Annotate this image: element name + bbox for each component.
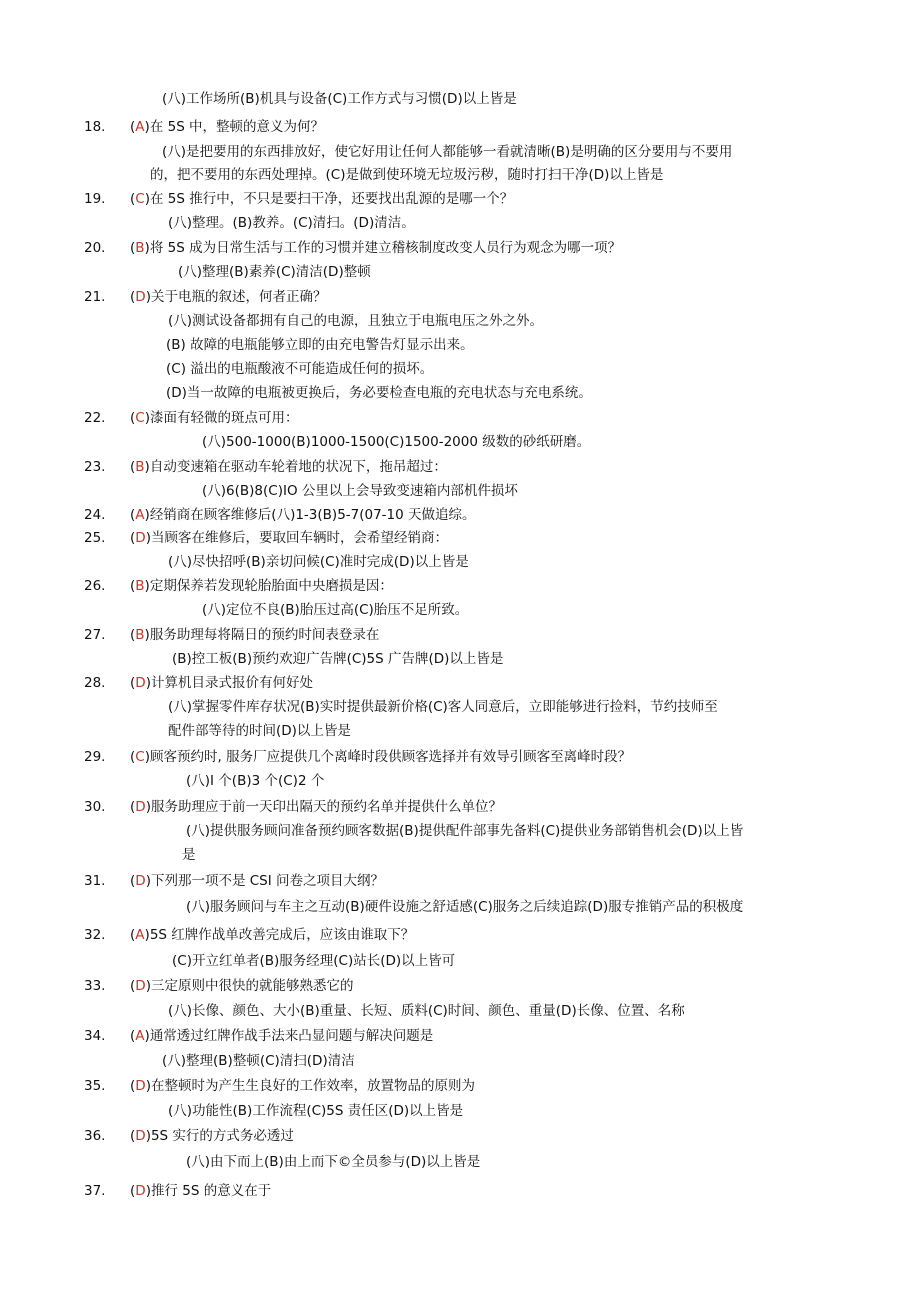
question-number: 28.	[84, 675, 106, 691]
question-line	[0, 237, 920, 259]
question-body: 顾客预约时, 服务厂应提供几个离峰时段供顾客选择并有效导引顾客至离峰时段？	[150, 749, 632, 765]
question-line	[0, 624, 920, 646]
options-line	[0, 1000, 920, 1022]
options-line	[0, 1050, 920, 1072]
option-text: (八)500-1000(B)1000-1500(C)1500-2000 级数的砂纸研磨。	[202, 434, 591, 450]
question-body: 漆面有轻微的斑点可用：	[150, 410, 299, 426]
answer-letter: A	[135, 119, 145, 135]
option-text: (八)掌握零件库存状况(B)实时提供最新价格(C)客人同意后，立即能够进行捡料，节约技师至	[168, 699, 718, 715]
option-text: (八)功能性(B)工作流程(C)5S 责任区(D)以上皆是	[168, 1103, 464, 1119]
question-text: (D)服务助理应于前一天印出隔天的预约名单并提供什么单位？	[130, 799, 502, 815]
options-line	[0, 1151, 920, 1173]
question-body: 服务助理应于前一天印出隔天的预约名单并提供什么单位？	[150, 799, 502, 815]
question-text: (D)三定原则中很快的就能够熟悉它的	[130, 978, 354, 994]
question-line	[0, 286, 920, 308]
option-text: (八)尽快招呼(B)亲切问候(C)准时完成(D)以上皆是	[168, 554, 469, 570]
question-text: (C)在 5S 推行中，不只是要扫干净，还要找出乱源的是哪一个？	[130, 191, 514, 207]
question-number: 34.	[84, 1028, 106, 1044]
options-line	[0, 480, 920, 502]
question-line	[0, 407, 920, 429]
options-line	[0, 334, 920, 356]
question-number: 21.	[84, 289, 106, 305]
question-text: (D)当顾客在维修后，要取回车辆时，会希望经销商：	[130, 530, 448, 546]
question-text: (D)关于电瓶的叙述，何者正确？	[130, 289, 327, 305]
question-line	[0, 870, 920, 892]
question-text: (B)定期保养若发现轮胎胎面中央磨损是因：	[130, 578, 393, 594]
options-line	[0, 141, 920, 163]
option-text: 的，把不要用的东西处理掉。(C)是做到使环境无垃圾污秽，随时打扫干净(D)以上皆是	[150, 167, 664, 183]
question-body: 下列那一项不是 CSI 问卷之项目大纲？	[150, 873, 385, 889]
question-text: (C)漆面有轻微的斑点可用：	[130, 410, 299, 426]
options-line	[0, 844, 920, 866]
question-text: (D)计算机目录式报价有何好处	[130, 675, 313, 691]
question-number: 24.	[84, 507, 106, 523]
question-line	[0, 975, 920, 997]
option-text: (八)长像、颜色、大小(B)重量、长短、质料(C)时间、颜色、重量(D)长像、位置、名称	[168, 1003, 685, 1019]
answer-letter: A	[135, 927, 145, 943]
question-number: 23.	[84, 459, 106, 475]
option-text: (八)是把要用的东西排放好，使它好用让任何人都能够一看就清晰(B)是明确的区分要用与不要用	[162, 144, 733, 160]
question-body: 服务助理每将隔日的预约时间表登录在	[149, 627, 380, 643]
question-body: 5S 红牌作战单改善完成后，应该由谁取下？	[149, 927, 415, 943]
question-number: 29.	[84, 749, 106, 765]
question-line	[0, 746, 920, 768]
option-text: (八)I 个(B)3 个(C)2 个	[186, 773, 325, 789]
question-text: (D)下列那一项不是 CSI 问卷之项目大纲？	[130, 873, 385, 889]
question-text: (C)顾客预约时, 服务厂应提供几个离峰时段供顾客选择并有效导引顾客至离峰时段？	[130, 749, 632, 765]
options-line	[0, 212, 920, 234]
question-text: (D)在整顿时为产生生良好的工作效率，放置物品的原则为	[130, 1078, 475, 1094]
question-line	[0, 527, 920, 549]
question-body: 自动变速箱在驱动车轮着地的状况下，拖吊超过：	[149, 459, 447, 475]
options-line	[0, 358, 920, 380]
question-body: 在整顿时为产生生良好的工作效率，放置物品的原则为	[150, 1078, 475, 1094]
question-line	[0, 116, 920, 138]
option-text: (八)6(B)8(C)IO 公里以上会导致变速箱内部机件损坏	[202, 483, 518, 499]
options-line	[0, 431, 920, 453]
question-number: 32.	[84, 927, 106, 943]
question-line	[0, 1025, 920, 1047]
option-text: (八)定位不良(B)胎压过高(C)胎压不足所致。	[202, 602, 469, 618]
options-line	[0, 950, 920, 972]
options-line	[0, 88, 920, 110]
question-line	[0, 672, 920, 694]
options-line	[0, 896, 920, 918]
options-line	[0, 261, 920, 283]
question-body: 当顾客在维修后，要取回车辆时，会希望经销商：	[150, 530, 448, 546]
question-number: 36.	[84, 1128, 106, 1144]
question-text: (D)推行 5S 的意义在于	[130, 1183, 272, 1199]
option-text: (C)开立红单者(B)服务经理(C)站长(D)以上皆可	[172, 953, 456, 969]
answer-letter: D	[135, 675, 146, 691]
option-text: 是	[182, 847, 196, 863]
question-body: 通常透过红牌作战手法来凸显问题与解决问题是	[149, 1028, 434, 1044]
answer-letter: B	[135, 578, 145, 594]
question-text: (A)通常透过红牌作战手法来凸显问题与解决问题是	[130, 1028, 434, 1044]
answer-letter: D	[135, 799, 146, 815]
question-text: (A)在 5S 中，整顿的意义为何？	[130, 119, 325, 135]
option-text: (C) 溢出的电瓶酸液不可能造成任何的损坏。	[166, 361, 434, 377]
option-text: (八)提供服务顾问准备预约顾客数据(B)提供配件部事先备料(C)提供业务部销售机会(D)以上皆	[186, 823, 744, 839]
question-number: 37.	[84, 1183, 106, 1199]
question-line	[0, 924, 920, 946]
question-number: 30.	[84, 799, 106, 815]
question-body: 经销商在顾客维修后(八)1-3(B)5-7(07-10 天做追综。	[149, 507, 476, 523]
question-number: 33.	[84, 978, 106, 994]
question-line	[0, 575, 920, 597]
question-body: 三定原则中很快的就能够熟悉它的	[150, 978, 354, 994]
question-number: 26.	[84, 578, 106, 594]
option-text: (八)整理。(B)教养。(C)清扫。(D)清洁。	[168, 215, 415, 231]
question-body: 定期保养若发现轮胎胎面中央磨损是因：	[149, 578, 393, 594]
option-text: (八)服务顾问与车主之互动(B)硬件设施之舒适感(C)服务之后续追踪(D)服专推销产品的积极度	[186, 899, 744, 915]
question-number: 22.	[84, 410, 106, 426]
question-body: 将 5S 成为日常生活与工作的习惯并建立稽核制度改变人员行为观念为哪一项？	[149, 240, 622, 256]
question-body: 5S 实行的方式务必透过	[150, 1128, 294, 1144]
answer-letter: B	[135, 240, 145, 256]
option-text: (八)工作场所(B)机具与设备(C)工作方式与习惯(D)以上皆是	[162, 91, 517, 107]
question-body: 在 5S 推行中，不只是要扫干净，还要找出乱源的是哪一个？	[150, 191, 514, 207]
answer-letter: A	[135, 1028, 145, 1044]
options-line	[0, 310, 920, 332]
answer-letter: D	[135, 1128, 146, 1144]
question-body: 在 5S 中，整顿的意义为何？	[149, 119, 325, 135]
options-line	[0, 696, 920, 718]
question-line	[0, 796, 920, 818]
answer-letter: C	[135, 749, 145, 765]
answer-letter: C	[135, 191, 145, 207]
question-number: 18.	[84, 119, 106, 135]
question-text: (B)将 5S 成为日常生活与工作的习惯并建立稽核制度改变人员行为观念为哪一项？	[130, 240, 622, 256]
option-text: (B)控工板(B)预约欢迎广告牌(C)5S 广告牌(D)以上皆是	[172, 651, 504, 667]
answer-letter: D	[135, 978, 146, 994]
question-line	[0, 504, 920, 526]
option-text: (B) 故障的电瓶能够立即的由充电警告灯显示出来。	[166, 337, 474, 353]
options-line	[0, 648, 920, 670]
question-text: (D)5S 实行的方式务必透过	[130, 1128, 294, 1144]
question-line	[0, 1125, 920, 1147]
option-text: (八)测试设备都拥有自己的电源，且独立于电瓶电压之外之外。	[168, 313, 544, 329]
question-number: 31.	[84, 873, 106, 889]
question-text: (A)5S 红牌作战单改善完成后，应该由谁取下？	[130, 927, 415, 943]
question-body: 关于电瓶的叙述，何者正确？	[150, 289, 327, 305]
question-body: 计算机目录式报价有何好处	[150, 675, 313, 691]
answer-letter: A	[135, 507, 145, 523]
answer-letter: D	[135, 530, 146, 546]
options-line	[0, 820, 920, 842]
option-text: (八)整理(B)整顿(C)清扫(D)清洁	[162, 1053, 355, 1069]
question-number: 35.	[84, 1078, 106, 1094]
answer-letter: D	[135, 289, 146, 305]
answer-letter: C	[135, 410, 145, 426]
options-line	[0, 1100, 920, 1122]
question-number: 20.	[84, 240, 106, 256]
question-text: (B)自动变速箱在驱动车轮着地的状况下，拖吊超过：	[130, 459, 447, 475]
question-body: 推行 5S 的意义在于	[150, 1183, 272, 1199]
answer-letter: B	[135, 627, 145, 643]
question-line	[0, 1180, 920, 1202]
options-line	[0, 382, 920, 404]
options-line	[0, 551, 920, 573]
option-text: (八)由下而上(B)由上而下©全员参与(D)以上皆是	[186, 1154, 481, 1170]
question-text: (B)服务助理每将隔日的预约时间表登录在	[130, 627, 380, 643]
answer-letter: D	[135, 1078, 146, 1094]
question-line	[0, 456, 920, 478]
options-line	[0, 164, 920, 186]
question-number: 19.	[84, 191, 106, 207]
question-number: 27.	[84, 627, 106, 643]
options-line	[0, 770, 920, 792]
question-text: (A)经销商在顾客维修后(八)1-3(B)5-7(07-10 天做追综。	[130, 507, 476, 523]
answer-letter: B	[135, 459, 145, 475]
options-line	[0, 599, 920, 621]
question-line	[0, 188, 920, 210]
options-line	[0, 720, 920, 742]
answer-letter: D	[135, 1183, 146, 1199]
question-number: 25.	[84, 530, 106, 546]
answer-letter: D	[135, 873, 146, 889]
option-text: (D)当一故障的电瓶被更换后，务必要检查电瓶的充电状态与充电系统。	[166, 385, 592, 401]
question-line	[0, 1075, 920, 1097]
option-text: (八)整理(B)素养(C)清洁(D)整顿	[178, 264, 371, 280]
option-text: 配件部等待的时间(D)以上皆是	[168, 723, 351, 739]
